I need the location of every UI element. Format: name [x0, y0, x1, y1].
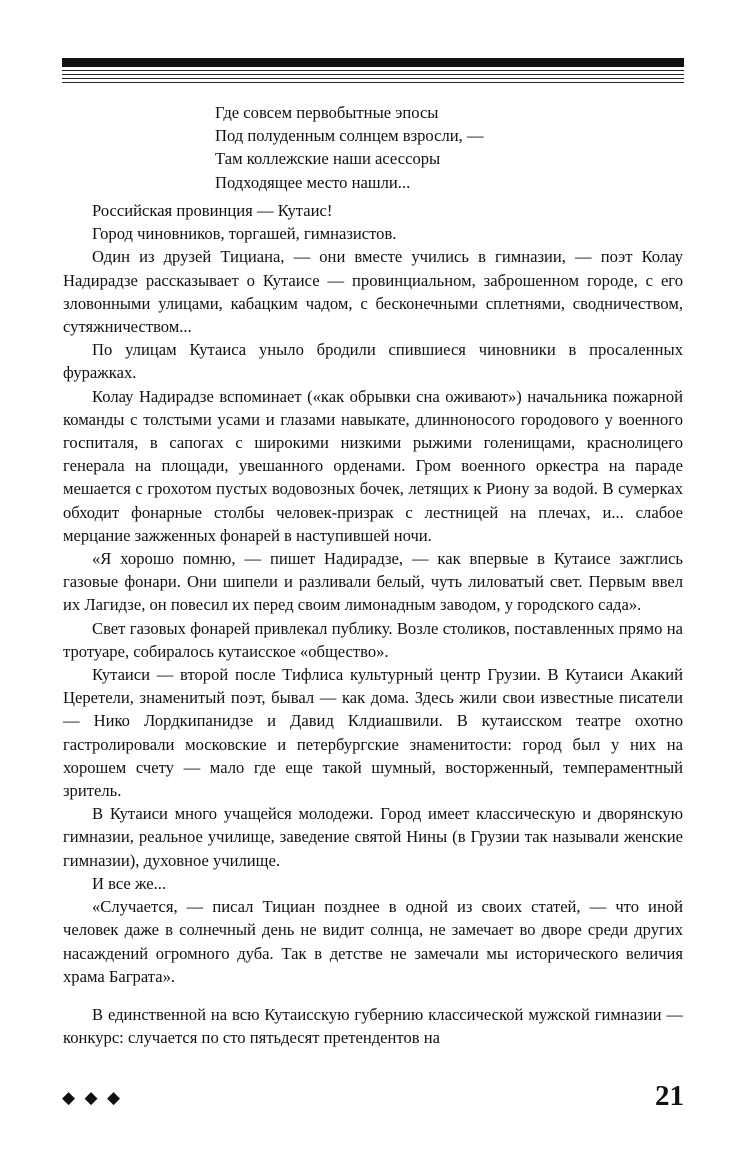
body-text [63, 199, 683, 1049]
paragraph: «Я хорошо помню, — пишет Надирадзе, — как впервые в Кутаисе зажглись газовые фонари. Они шипели и разливали белый, чуть лиловатый свет. Первым ввел их Лагидзе, он повесил их перед своим лимонадным заводом, у городского сада». [63, 549, 683, 615]
header-rule-thin-2 [62, 74, 684, 75]
header-rule-thin-3 [62, 78, 684, 79]
paragraph: По улицам Кутаиса уныло бродили спившиеся чиновники в просаленных фуражках. [63, 340, 683, 383]
poem-line: Где совсем первобытные эпосы [215, 103, 439, 122]
paragraph: И все же... [92, 873, 167, 893]
page-number: 21 [655, 1080, 684, 1112]
header-rule-thin-4 [62, 82, 684, 83]
header-rule-thick [62, 58, 684, 67]
paragraph: «Случается, — писал Тициан позднее в одной из своих статей, — что иной человек даже в солнечный день не видит солнца, не замечает во дворе среди других насаждений огромного дуба. Так в детстве не замечали мы исторического величия храма Баграта». [63, 897, 683, 986]
poem-excerpt [215, 101, 484, 194]
paragraph: Кутаиси — второй после Тифлиса культурный центр Грузии. В Кутаиси Акакий Церетели, знаменитый поэт, бывал — как дома. Здесь жили свои известные писатели — Нико Лордкипанидзе и Давид Клдиашвили. В кутаисском театре охотно гастролировали московские и петербургские знаменитости: город был у них на хорошем счету — мало где еще такой шумный, восторженный, темпераментный зритель. [63, 665, 683, 801]
paragraph: Город чиновников, торгашей, гимназистов. [92, 224, 397, 244]
page-footer [62, 1082, 684, 1112]
poem-line: Подходящее место нашли... [215, 172, 411, 192]
paragraph: Один из друзей Тициана, — они вместе учились в гимназии, — поэт Колау Надирадзе рассказывает о Кутаисе — провинциальном, заброшенном городе, с его зловонными улицами, кабацким чадом, с бесконечными сплетнями, сводничеством, сутяжничеством... [63, 247, 683, 337]
paragraph: Свет газовых фонарей привлекал публику. Возле столиков, поставленных прямо на тротуаре, собиралось кутаисское «общество». [63, 618, 683, 661]
paragraph: Российская провинция — Кутаис! [92, 201, 333, 220]
paragraph: В Кутаиси много учащейся молодежи. Город имеет классическую и дворянскую гимназии, реальное училище, заведение святой Нины (в Грузии так называли женские гимназии), духовное училище. [63, 804, 683, 870]
paragraph: В единственной на всю Кутаисскую губернию классической мужской гимназии — конкурс: случается по сто пятьдесят претендентов на [63, 1004, 683, 1048]
poem-line: Под полуденным солнцем взросли, — [215, 126, 484, 146]
poem-line: Там коллежские наши асессоры [215, 149, 441, 169]
paragraph: Колау Надирадзе вспоминает («как обрывки сна оживают») начальника пожарной команды с толстыми усами и глазами навыкате, длинноносого городового у военного госпиталя, в сапогах с широкими низкими рыжими голенищами, краснолицего генерала на площади, увешанного орденами. Гром военного оркестра на параде мешается с грохотом пустых водовозных бочек, летящих к Риону за водой. В сумерках обходит фонарные столбы человек-призрак с лестницей на плечах, и... слабое мерцание зажженных фонарей в наступившей ночи. [63, 386, 683, 545]
diamond-ornament-icon: ◆ ◆ ◆ [62, 1088, 123, 1108]
header-rule-thin-1 [62, 70, 684, 71]
